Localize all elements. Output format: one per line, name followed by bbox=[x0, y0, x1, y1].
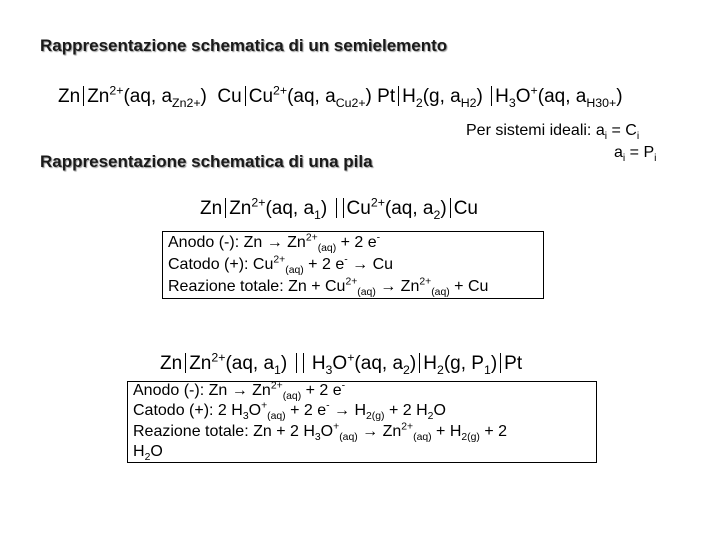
sub: 1 bbox=[483, 362, 491, 377]
o: O bbox=[515, 86, 531, 107]
state: (aq, a bbox=[354, 353, 404, 374]
text: O bbox=[150, 443, 163, 460]
h2: H bbox=[402, 86, 416, 107]
state: (aq, a bbox=[123, 86, 173, 107]
text: + Cu bbox=[449, 278, 489, 295]
state: (aq, a bbox=[384, 198, 434, 219]
phase-boundary bbox=[500, 353, 501, 373]
charge: 2+ bbox=[273, 254, 286, 266]
cell2-reactions-box bbox=[127, 381, 597, 463]
cu-ion: Cu bbox=[248, 86, 274, 107]
sub: 1 bbox=[274, 362, 281, 377]
charge: 2+ bbox=[401, 421, 414, 433]
state: (aq, a bbox=[265, 198, 315, 219]
charge: 2+ bbox=[211, 350, 226, 365]
phase-boundary bbox=[450, 198, 451, 218]
charge: 2+ bbox=[273, 83, 288, 98]
arrow-icon: → bbox=[231, 382, 248, 399]
arrow-icon: → bbox=[380, 278, 397, 295]
sub: 2 bbox=[436, 362, 444, 377]
sub: 2 bbox=[144, 452, 151, 464]
state: (g, a bbox=[422, 86, 461, 107]
text: O bbox=[433, 402, 446, 419]
cell2-notation bbox=[160, 350, 523, 377]
sub: 2 bbox=[433, 207, 441, 222]
text: Catodo (+): Cu bbox=[168, 256, 274, 273]
sub: i bbox=[622, 153, 626, 165]
text: Anodo (-): Zn bbox=[133, 382, 232, 399]
h2: H bbox=[423, 353, 437, 374]
sub: 2(g) bbox=[366, 411, 385, 423]
activity-sub: Zn2+ bbox=[172, 95, 201, 110]
charge: + bbox=[347, 350, 355, 365]
phase-boundary bbox=[83, 86, 84, 106]
text: + 2 e bbox=[285, 402, 327, 419]
state: (aq, a bbox=[537, 86, 587, 107]
close-paren: ) bbox=[616, 86, 623, 107]
text: Reazione totale: Zn + Cu bbox=[168, 278, 346, 295]
text: + H bbox=[431, 423, 462, 440]
charge: - bbox=[341, 380, 346, 392]
zn-ion: Zn bbox=[189, 353, 212, 374]
state: (aq) bbox=[357, 287, 376, 299]
state: (aq) bbox=[339, 432, 358, 444]
cell1-reactions-box bbox=[162, 231, 544, 299]
close-paren: ) bbox=[476, 86, 483, 107]
charge: 2+ bbox=[251, 195, 266, 210]
heading-cell: Rappresentazione schematica di una pila bbox=[40, 152, 373, 171]
cu-ion: Cu bbox=[346, 198, 371, 219]
text: Cu bbox=[368, 256, 394, 273]
sub: 2(g) bbox=[461, 432, 480, 444]
charge: 2+ bbox=[270, 380, 283, 392]
text: O bbox=[320, 423, 334, 440]
salt-bridge-left bbox=[296, 353, 297, 373]
state: (aq) bbox=[431, 287, 450, 299]
arrow-icon: → bbox=[334, 402, 351, 419]
cu-label: Cu bbox=[453, 198, 478, 219]
arrow-icon: → bbox=[352, 256, 369, 273]
activity-sub: Cu2+ bbox=[335, 95, 366, 110]
arrow-icon: → bbox=[266, 234, 283, 251]
pt-label: Pt bbox=[377, 86, 396, 107]
sub: 2 bbox=[427, 411, 434, 423]
o: O bbox=[332, 353, 348, 374]
text: H bbox=[350, 402, 367, 419]
sub: 1 bbox=[314, 207, 321, 222]
zn-label: Zn bbox=[200, 198, 223, 219]
cell1-total-line bbox=[168, 276, 538, 298]
charge: + bbox=[530, 83, 538, 98]
charge: + bbox=[333, 421, 340, 433]
charge: - bbox=[376, 232, 381, 244]
activity-sub: H30+ bbox=[586, 95, 617, 110]
zn-ion: Zn bbox=[87, 86, 110, 107]
close-paren: ) bbox=[365, 86, 372, 107]
text: O bbox=[248, 402, 262, 419]
sub: 3 bbox=[314, 432, 321, 444]
sub: 2 bbox=[403, 362, 410, 377]
cell2-anode-line bbox=[133, 380, 591, 403]
text: Catodo (+): 2 H bbox=[133, 402, 243, 419]
close-paren: ) bbox=[320, 198, 328, 219]
ideal-note-line2 bbox=[614, 144, 657, 165]
text: Reazione totale: Zn + 2 H bbox=[133, 423, 315, 440]
text: a bbox=[614, 144, 623, 161]
zn-label: Zn bbox=[160, 353, 183, 374]
close-paren: ) bbox=[440, 198, 447, 219]
sub: 3 bbox=[325, 362, 333, 377]
state: (aq) bbox=[285, 265, 304, 277]
state: (aq) bbox=[413, 432, 432, 444]
sub: 3 bbox=[242, 411, 249, 423]
text: H bbox=[133, 443, 145, 460]
close-paren: ) bbox=[200, 86, 207, 107]
salt-bridge-left bbox=[336, 198, 337, 218]
text: + 2 e bbox=[336, 234, 377, 251]
text: Zn bbox=[378, 423, 402, 440]
zn-label: Zn bbox=[58, 86, 81, 107]
phase-boundary bbox=[225, 198, 226, 218]
state: (g, P bbox=[443, 353, 484, 374]
cell1-anode-line bbox=[168, 232, 538, 254]
half-cell-notation bbox=[58, 83, 623, 110]
sub: i bbox=[654, 153, 657, 165]
charge: + bbox=[261, 400, 268, 412]
text: Zn bbox=[396, 278, 420, 295]
sub: 3 bbox=[508, 95, 516, 110]
phase-boundary bbox=[419, 353, 420, 373]
sub: i bbox=[604, 131, 608, 143]
cu-label: Cu bbox=[217, 86, 242, 107]
state: (aq) bbox=[282, 391, 302, 403]
text: = C bbox=[607, 122, 637, 139]
cell2-total-line2 bbox=[133, 442, 591, 462]
text: + 2 e bbox=[301, 382, 342, 399]
charge: 2+ bbox=[109, 83, 124, 98]
h3o: H bbox=[311, 353, 326, 374]
zn-ion: Zn bbox=[229, 198, 252, 219]
state: (aq, a bbox=[225, 353, 275, 374]
charge: - bbox=[344, 254, 348, 266]
arrow-icon: → bbox=[362, 423, 379, 440]
charge: - bbox=[326, 400, 330, 412]
h3o: H bbox=[495, 86, 509, 107]
text: = P bbox=[625, 144, 655, 161]
text: Anodo (-): Zn bbox=[168, 234, 267, 251]
text: + 2 H bbox=[384, 402, 428, 419]
cell2-total-line bbox=[133, 421, 591, 442]
ideal-note-line1 bbox=[466, 122, 640, 143]
activity-sub: H2 bbox=[460, 95, 477, 110]
pt-label: Pt bbox=[504, 353, 523, 374]
text: Zn bbox=[282, 234, 306, 251]
close-paren: ) bbox=[280, 353, 288, 374]
heading-half-cell: Rappresentazione schematica di un semielemento bbox=[40, 36, 448, 55]
cell1-notation bbox=[200, 195, 478, 222]
text: Zn bbox=[247, 382, 271, 399]
charge: 2+ bbox=[370, 195, 385, 210]
text: + 2 e bbox=[303, 256, 345, 273]
phase-boundary bbox=[185, 353, 186, 373]
state: (aq, a bbox=[287, 86, 336, 107]
phase-boundary bbox=[398, 86, 399, 106]
close-paren: ) bbox=[490, 353, 498, 374]
charge: 2+ bbox=[345, 276, 358, 288]
text: Per sistemi ideali: a bbox=[466, 122, 605, 139]
cell2-cathode-line bbox=[133, 400, 591, 421]
close-paren: ) bbox=[409, 353, 417, 374]
state: (aq) bbox=[317, 243, 337, 255]
salt-bridge-right bbox=[303, 353, 304, 373]
cell1-cathode-line bbox=[168, 254, 538, 276]
text: + 2 bbox=[479, 423, 508, 440]
salt-bridge-right bbox=[343, 198, 344, 218]
sub: 2 bbox=[415, 95, 423, 110]
charge: 2+ bbox=[305, 232, 318, 244]
sub: i bbox=[636, 131, 640, 143]
phase-boundary bbox=[491, 86, 492, 106]
phase-boundary bbox=[245, 86, 246, 106]
state: (aq) bbox=[267, 411, 286, 423]
charge: 2+ bbox=[419, 276, 432, 288]
